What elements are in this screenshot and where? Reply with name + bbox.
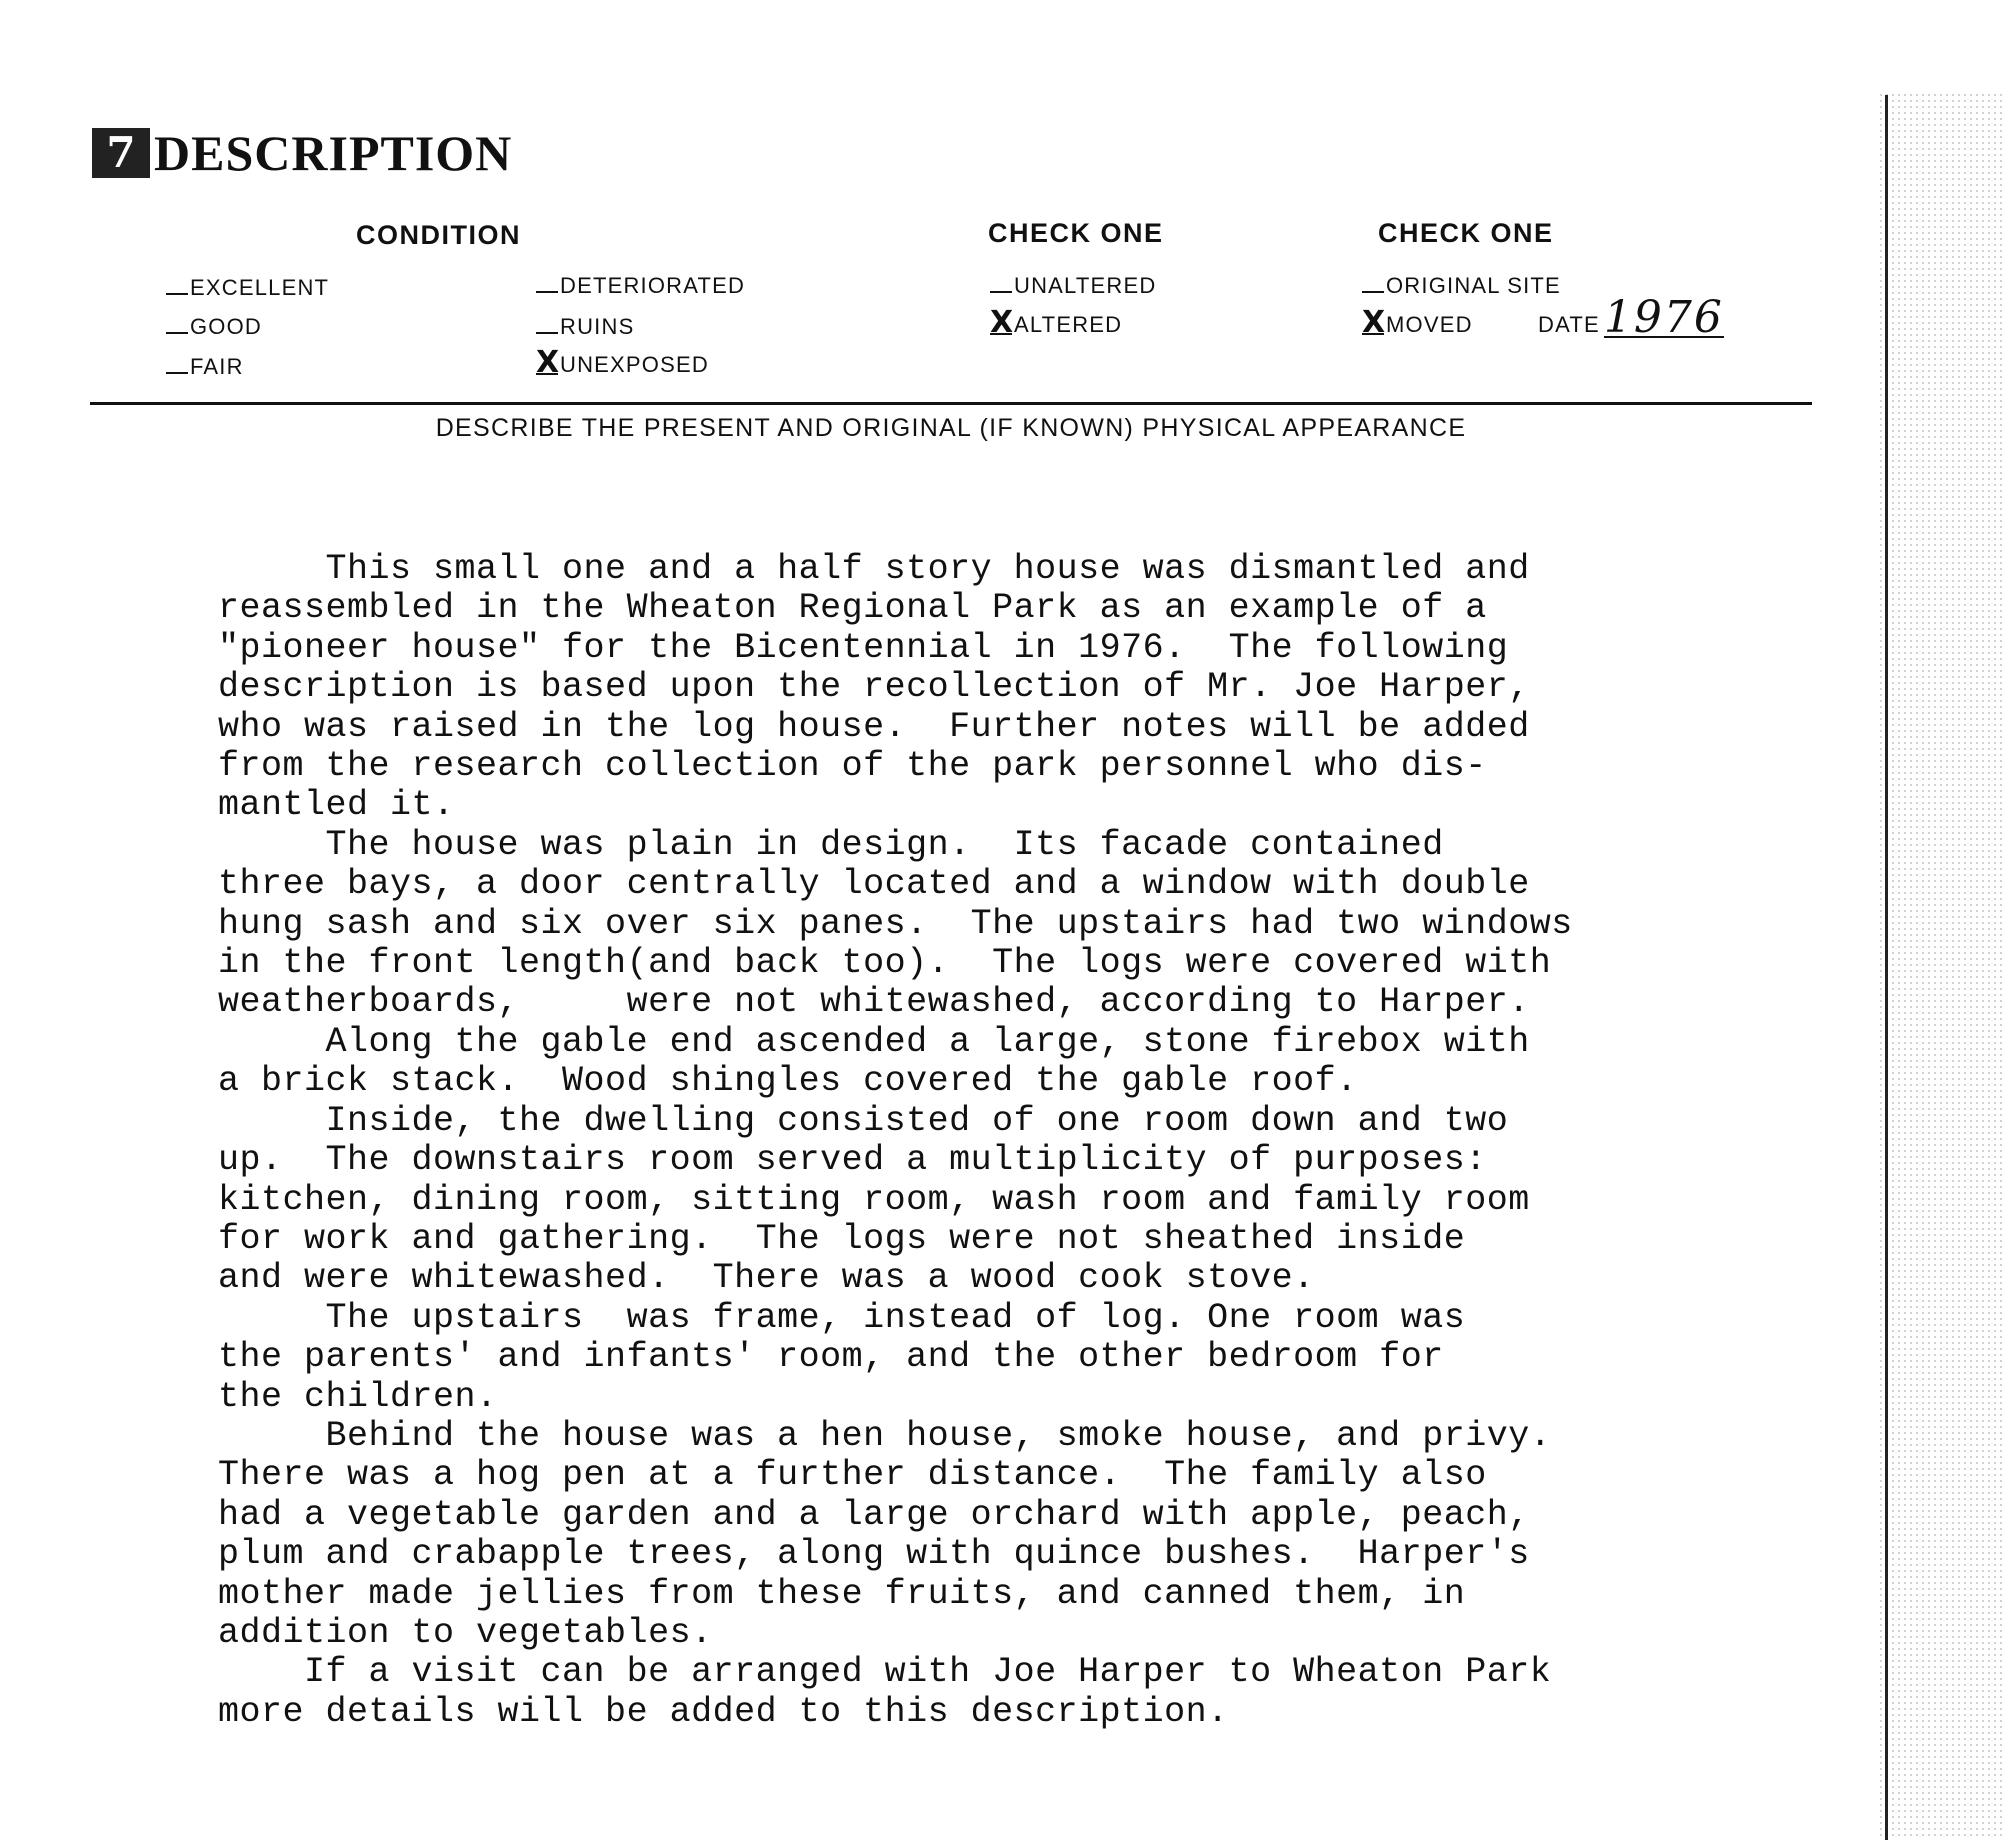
section-number-badge: 7: [92, 128, 150, 178]
description-line: mantled it.: [218, 785, 455, 826]
description-line: Inside, the dwelling consisted of one room down and two: [218, 1100, 1509, 1141]
description-line: The upstairs was frame, instead of log. One room was: [218, 1297, 1466, 1338]
description-line: There was a hog pen at a further distance. The family also: [218, 1455, 1487, 1496]
condition-option-excellent: [166, 275, 329, 301]
description-line: who was raised in the log house. Further notes will be added: [218, 706, 1530, 747]
description-line: If a visit can be arranged with Joe Harper to Wheaton Park: [218, 1652, 1552, 1693]
header-divider-rule: [90, 402, 1812, 405]
check-one-heading-alteration: CHECK ONE: [988, 218, 1164, 248]
date-field: [1538, 292, 1724, 343]
option-moved: [1362, 305, 1473, 340]
description-line: from the research collection of the park personnel who dis-: [218, 746, 1487, 787]
description-line: in the front length(and back too). The logs were covered with: [218, 943, 1552, 984]
checkbox-blank: [166, 372, 188, 374]
description-line: plum and crabapple trees, along with quince bushes. Harper's: [218, 1534, 1530, 1575]
description-line: reassembled in the Wheaton Regional Park as an example of a: [218, 588, 1487, 629]
description-line: more details will be added to this description.: [218, 1691, 1229, 1732]
description-line: hung sash and six over six panes. The upstairs had two windows: [218, 903, 1573, 944]
condition-option-ruins: [536, 314, 634, 340]
description-line: mother made jellies from these fruits, and canned them, in: [218, 1573, 1466, 1614]
description-line: up. The downstairs room served a multiplicity of purposes:: [218, 1140, 1487, 1181]
option-original-site: [1362, 273, 1561, 299]
check-mark: X: [536, 345, 561, 380]
option-label: MOVED: [1386, 312, 1473, 337]
date-label: DATE: [1538, 312, 1600, 337]
section-title: DESCRIPTION: [154, 125, 513, 181]
condition-heading: CONDITION: [356, 220, 521, 250]
description-body: [218, 550, 1758, 1732]
description-line: weatherboards, were not whitewashed, according to Harper.: [218, 982, 1530, 1023]
option-unaltered: [990, 273, 1156, 299]
option-label: RUINS: [560, 314, 635, 339]
checkbox-blank: [536, 332, 558, 334]
page-edge-line: [1885, 95, 1888, 1840]
option-altered: [990, 305, 1123, 340]
description-line: Behind the house was a hen house, smoke house, and privy.: [218, 1415, 1552, 1456]
description-line: for work and gathering. The logs were not sheathed inside: [218, 1218, 1466, 1259]
description-line: addition to vegetables.: [218, 1612, 713, 1653]
condition-option-deteriorated: [536, 273, 745, 299]
condition-option-unexposed: [536, 345, 709, 380]
checkbox-blank: [166, 332, 188, 334]
option-label: ORIGINAL SITE: [1386, 273, 1561, 298]
option-label: DETERIORATED: [560, 273, 746, 298]
checkbox-blank: [990, 291, 1012, 293]
description-line: the parents' and infants' room, and the other bedroom for: [218, 1337, 1444, 1378]
check-mark: X: [1362, 305, 1387, 340]
description-line: had a vegetable garden and a large orchard with apple, peach,: [218, 1494, 1530, 1535]
description-line: kitchen, dining room, sitting room, wash room and family room: [218, 1179, 1530, 1220]
description-line: Along the gable end ascended a large, stone firebox with: [218, 1021, 1530, 1062]
describe-caption: DESCRIBE THE PRESENT AND ORIGINAL (IF KNOWN) PHYSICAL APPEARANCE: [435, 414, 1467, 442]
description-line: a brick stack. Wood shingles covered the gable roof.: [218, 1061, 1358, 1102]
check-mark: X: [990, 305, 1015, 340]
section-header: [92, 124, 512, 182]
page-edge-stipple: [1878, 92, 2005, 1840]
option-label: ALTERED: [1014, 312, 1123, 337]
description-line: and were whitewashed. There was a wood cook stove.: [218, 1258, 1315, 1299]
condition-option-good: [166, 314, 262, 340]
description-line: three bays, a door centrally located and a window with double: [218, 864, 1530, 905]
date-value: 1976: [1603, 292, 1724, 343]
description-line: description is based upon the recollection of Mr. Joe Harper,: [218, 667, 1530, 708]
description-line: the children.: [218, 1376, 498, 1417]
condition-option-fair: [166, 354, 244, 380]
option-label: FAIR: [190, 354, 244, 379]
checkbox-blank: [536, 291, 558, 293]
description-line: This small one and a half story house was dismantled and: [218, 549, 1530, 589]
check-one-heading-site: CHECK ONE: [1378, 218, 1554, 248]
option-label: UNALTERED: [1014, 273, 1157, 298]
checkbox-blank: [166, 293, 188, 295]
option-label: UNEXPOSED: [560, 352, 709, 377]
checkbox-blank: [1362, 291, 1384, 293]
option-label: GOOD: [190, 314, 263, 339]
option-label: EXCELLENT: [190, 275, 330, 300]
description-line: "pioneer house" for the Bicentennial in 1976. The following: [218, 627, 1509, 668]
description-line: The house was plain in design. Its facade contained: [218, 824, 1444, 865]
